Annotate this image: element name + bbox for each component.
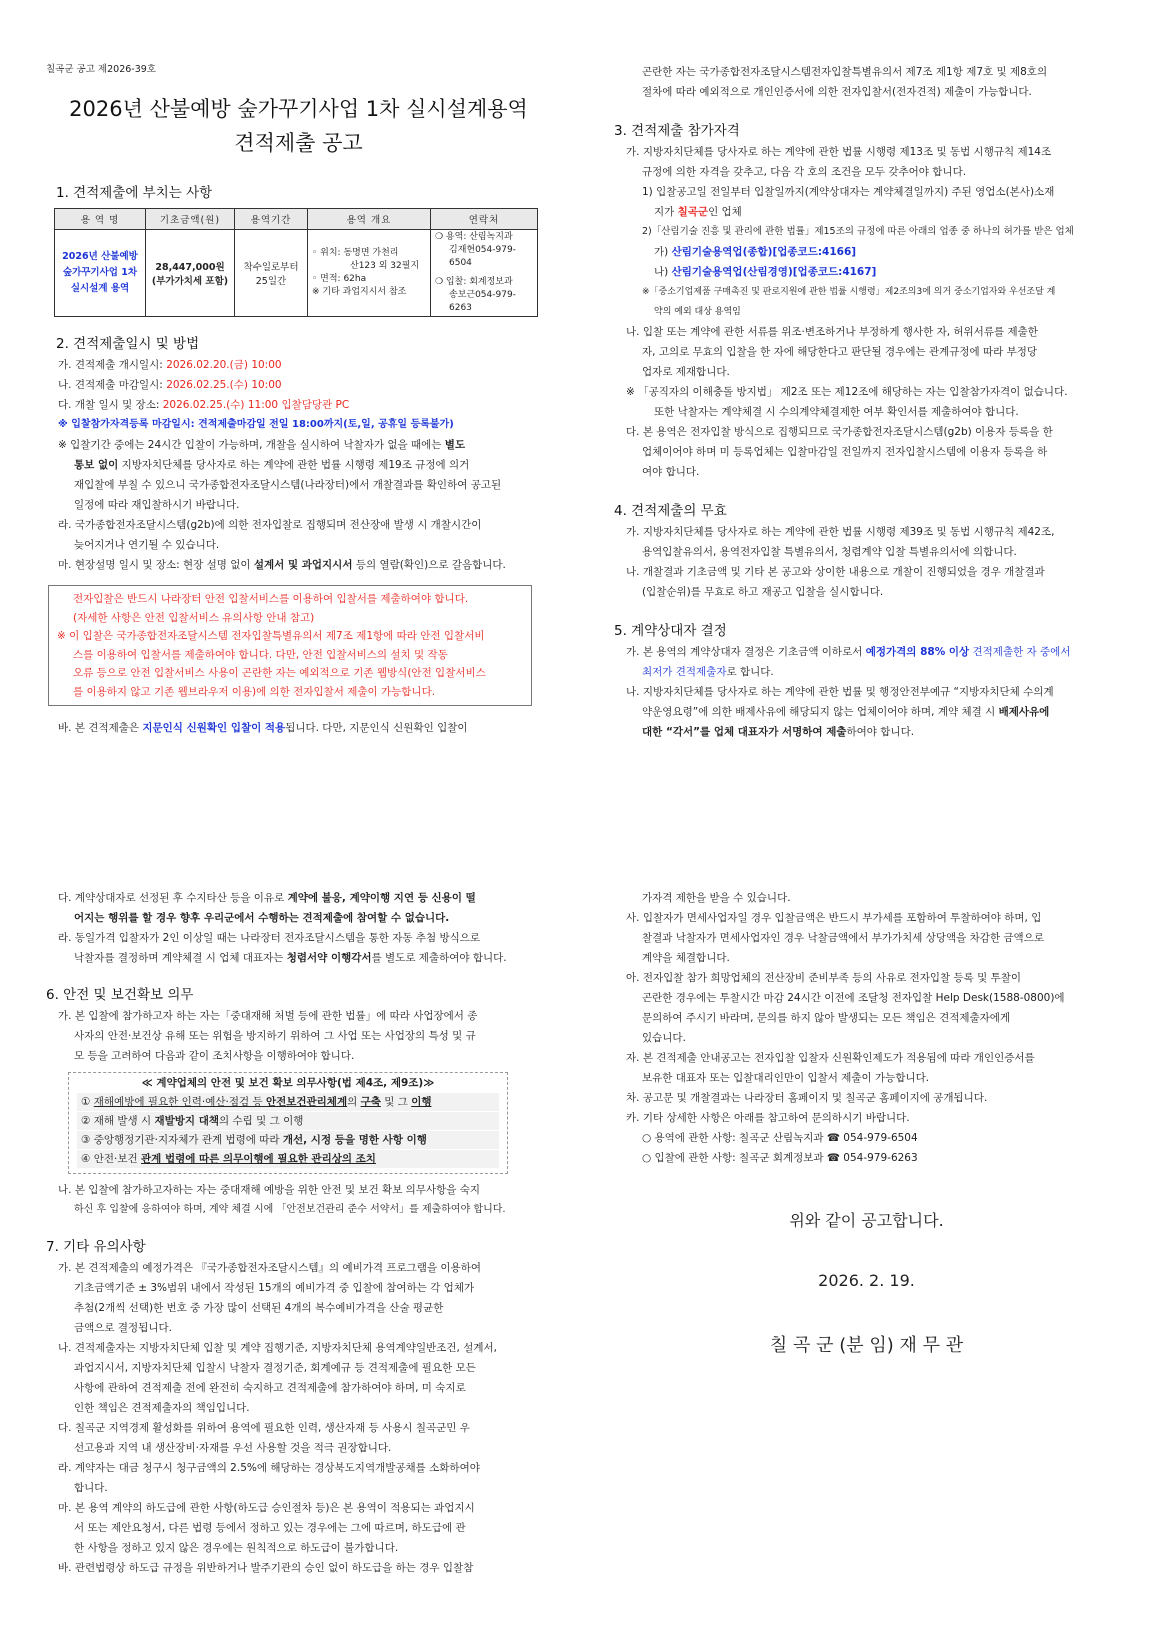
misc-text: 추첨(2개씩 선택)한 번호 중 가장 많이 선택된 4개의 복수예비가격을 산술 평균한	[74, 1302, 444, 1314]
vat-note: (부가가치세 포함)	[151, 276, 229, 287]
registration-deadline: ※ 입찰참가자격등록 마감일시: 견적제출마감일 전일 18:00까지(토,일, 공휴일 등록불가)	[58, 419, 454, 430]
column-bottom-left	[46, 888, 551, 1578]
registration-text: 다. 본 용역은 전자입찰 방식으로 집행되므로 국가종합전자조달시스템(g2b) 이용자 등록을 한	[626, 426, 1053, 438]
duty-item: ③ 중앙행정기관·지자체가 관계 법령에 따라 개선, 시정 등을 명한 사항 이행	[77, 1131, 499, 1149]
invalid-text: (입찰순위)를 무효로 하고 재공고 입찰을 실시합니다.	[642, 586, 884, 598]
invalid-text: 가. 지방자치단체를 당사자로 하는 계약에 관한 법률 시행령 제39조 및 동법 시행규칙 제42조,	[626, 526, 1055, 538]
contact-service-person: 김재현054-979-6504	[449, 245, 516, 268]
tie-text: 라. 동일가격 입찰자가 2인 이상일 때는 나라장터 전자조달시스템을 통한 자동 추첨 방식으로	[58, 932, 481, 944]
notice-line: 스를 이용하여 입찰서를 제출하여야 합니다. 다만, 안전 입찰서비스의 설치 및 작동	[73, 648, 448, 661]
safety-text: 가. 본 입찰에 참가하고자 하는 자는「중대재해 처벌 등에 관한 법률」에 따라 사업장에서 종	[58, 1010, 478, 1022]
notice-line: 오류 등으로 안전 입찰서비스 사용이 곤란한 자는 예외적으로 기존 웹방식(안전 입찰서비스	[73, 667, 486, 679]
registration-text: 여야 합니다.	[642, 466, 700, 478]
award-text: 대한 “각서”를 업체 대표자가 서명하여 제출하여야 합니다.	[642, 726, 915, 738]
misc-text: 곤란한 경우에는 투찰시간 마감 24시간 이전에 조달청 전자입찰 Help Desk(1588-0800)에	[642, 992, 1065, 1004]
overview-note: ※ 기타 과업지시서 참조	[312, 287, 407, 297]
base-amount: 28,447,000원	[155, 262, 225, 273]
registration-text: 업체이어야 하며 미 등록업체는 입찰마감일 전일까지 전자입찰시스템에 이용자 등록을 하	[642, 446, 1048, 458]
safety-text: 모 등을 고려하여 다음과 같이 조치사항을 이행하여야 합니다.	[74, 1050, 355, 1062]
section-6-heading: 6. 안전 및 보건확보 의무	[46, 987, 194, 1003]
misc-text: 있습니다.	[642, 1032, 686, 1044]
safety-text: 하신 후 입찰에 응하여야 하며, 계약 체결 시에 「안전보건관리 준수 서약서」를 제출하여야 합니다.	[74, 1204, 506, 1215]
misc-text: 계약을 체결합니다.	[642, 952, 730, 964]
credit-text: 어지는 행위를 할 경우 향후 우리군에서 수행하는 견적제출에 참여할 수 없습니다.	[74, 912, 450, 924]
project-name-cell	[55, 230, 146, 317]
notice-line: 를 이용하지 않고 기존 웹브라우저 이용)에 의한 전자입찰서 제출이 가능합니다.	[73, 685, 436, 698]
contact-bid-person: 송보근054-979-6263	[449, 290, 516, 313]
safe-bid-notice-box	[48, 585, 532, 706]
misc-text: 마. 본 용역 계약의 하도급에 관한 사항(하도급 승인절차 등)은 본 용역이 적용되는 과업지시	[58, 1502, 475, 1514]
announcement-date: 2026. 2. 19.	[818, 1271, 915, 1290]
section-3-heading: 3. 견적제출 참가자격	[614, 123, 740, 139]
overview-parcel: 산123 외 32필지	[350, 261, 420, 271]
open-datetime: 가. 견적제출 개시일시: 2026.02.20.(금) 10:00	[58, 359, 282, 371]
opening-datetime: 다. 개찰 일시 및 장소: 2026.02.25.(수) 11:00 입찰담당관 PC	[58, 399, 350, 411]
contact-service: ❍ 용역: 산림녹지과	[435, 232, 513, 242]
section-5-heading: 5. 계약상대자 결정	[614, 623, 727, 639]
eligibility-text: 가. 지방자치단체를 당사자로 하는 계약에 관한 법률 시행령 제13조 및 동법 시행규칙 제14조	[626, 146, 1052, 158]
column-top-left	[46, 60, 551, 738]
conflict-note: ※ 「공직자의 이해충돌 방지법」 제2조 또는 제12조에 해당하는 자는 입찰참가자격이 없습니다.	[626, 386, 1068, 398]
table-header: 용 역 명	[55, 209, 146, 230]
close-datetime: 나. 견적제출 마감일시: 2026.02.25.(수) 10:00	[58, 379, 282, 391]
misc-text: 가자격 제한을 받을 수 있습니다.	[642, 892, 791, 904]
section-7-heading: 7. 기타 유의사항	[46, 1239, 146, 1255]
misc-text: 다. 칠곡군 지역경제 활성화를 위하여 용역에 필요한 인력, 생산자재 등 사용시 칠곡군민 우	[58, 1422, 470, 1434]
rebid-note: ※ 입찰기간 중에는 24시간 입찰이 가능하며, 개찰을 실시하여 낙찰자가 없을 때에는 별도	[58, 439, 466, 451]
project-name: 2026년 산불예방 숲가꾸기사업 1차 실시설계 용역	[62, 251, 138, 294]
service-period: 착수일로부터 25일간	[243, 262, 299, 287]
closing-statement: 위와 같이 공고합니다.	[789, 1211, 944, 1230]
misc-text: 과업지시서, 지방자치단체 입찰시 낙찰자 결정기준, 회계예규 등 견적제출에 필요한 모든	[74, 1362, 476, 1374]
contact-bid: ❍ 입찰: 회계정보과	[435, 277, 513, 287]
g2b-note: 늦어지거나 연기될 수 있습니다.	[74, 539, 220, 551]
credit-text: 다. 계약상대자로 선정된 후 수지타산 등을 이유로 계약에 불응, 계약이행 지연 등 신용이 떨	[58, 892, 476, 904]
license-code: 나) 산림기술용역업(산림경영)[업종코드:4167]	[654, 266, 877, 278]
g2b-note: 라. 국가종합전자조달시스템(g2b)에 의한 전자입찰로 집행되며 전산장애 발생 시 개찰시간이	[58, 519, 482, 531]
misc-text: 금액으로 결정됩니다.	[74, 1322, 172, 1334]
sanction-text: 업자로 제재합니다.	[642, 366, 730, 378]
conflict-note: 또한 낙찰자는 계약체결 시 수의계약체결제한 여부 확인서를 제출하여야 합니다.	[654, 406, 1019, 418]
table-header: 용역기간	[235, 209, 308, 230]
misc-text: 라. 계약자는 대금 청구시 청구금액의 2.5%에 해당하는 경상북도지역개발공채를 소화하여야	[58, 1462, 480, 1474]
eligibility-item: 2)「산림기술 진흥 및 관리에 관한 법률」제15조의 규정에 따른 아래의 업종 중 하나의 허가를 받은 업체	[642, 226, 1074, 237]
section-1-heading: 1. 견적제출에 부치는 사항	[56, 185, 213, 201]
sanction-text: 자, 고의로 무효의 입찰을 한 자에 해당한다고 판단될 경우에는 관계규정에 따라 부정당	[642, 346, 1038, 358]
misc-text: 찰결과 낙찰자가 면세사업자인 경우 낙찰금액에서 부가가치세 상당액을 차감한 금액으로	[642, 932, 1044, 944]
safety-text: 나. 본 입찰에 참가하고자하는 자는 중대재해 예방을 위한 안전 및 보건 확보 의무사항을 숙지	[58, 1184, 481, 1196]
misc-text: 선고용과 지역 내 생산장비·자재를 우선 사용할 것을 적극 권장합니다.	[74, 1442, 392, 1454]
misc-text: 차. 공고문 및 개찰결과는 나라장터 홈페이지 및 칠곡군 홈페이지에 공개됩니다.	[626, 1092, 988, 1104]
overview-cell	[308, 230, 431, 317]
overview-area: ◦ 면적: 62ha	[312, 274, 367, 284]
amount-cell	[146, 230, 235, 317]
contact-cell	[431, 230, 538, 317]
misc-text: 합니다.	[74, 1482, 108, 1494]
period-cell	[235, 230, 308, 317]
fingerprint-note-cont: 절차에 따라 예외적으로 개인인증서에 의한 전자입찰서(전자견적) 제출이 가능합니다.	[642, 86, 1032, 98]
column-bottom-right	[614, 888, 1119, 1360]
duty-item: ② 재해 발생 시 재발방지 대책의 수립 및 그 이행	[77, 1112, 499, 1130]
invalid-text: 용역입찰유의서, 용역전자입찰 특별유의서, 청렴계약 입찰 특별유의서에 의합니다.	[642, 546, 1017, 558]
duty-box-title: ≪ 계약업체의 안전 및 보건 확보 의무사항(법 제4조, 제9조)≫	[141, 1077, 435, 1089]
table-header-row	[55, 209, 538, 230]
misc-text: 가. 본 견적제출의 예정가격은 『국가종합전자조달시스템』의 예비가격 프로그램을 이용하여	[58, 1262, 481, 1274]
page-subtitle: 견적제출 공고	[234, 131, 363, 155]
notice-line: 전자입찰은 반드시 나라장터 안전 입찰서비스를 이용하여 입찰서를 제출하여야 합니다.	[73, 593, 469, 605]
misc-text: 카. 기타 상세한 사항은 아래를 참고하여 문의하시기 바랍니다.	[626, 1112, 910, 1124]
sme-note: 약의 예외 대상 용역임	[654, 307, 741, 317]
section-4-heading: 4. 견적제출의 무효	[614, 503, 727, 519]
bid-summary-table	[54, 208, 538, 317]
notice-line: ※ 이 입찰은 국가종합전자조달시스템 전자입찰특별유의서 제7조 제1항에 따라 안전 입찰서비	[57, 630, 485, 642]
contact-service-line: ○ 용역에 관한 사항: 칠곡군 산림녹지과 ☎ 054-979-6504	[642, 1132, 918, 1144]
misc-text: 서 또는 제안요청서, 다른 법령 등에서 정하고 있는 경우에는 그에 따르며, 하도급에 관	[74, 1522, 466, 1534]
section-2-heading: 2. 견적제출일시 및 방법	[56, 336, 200, 352]
fingerprint-note: 바. 본 견적제출은 지문인식 신원확인 입찰이 적용됩니다. 다만, 지문인식 신원확인 입찰이	[58, 722, 468, 734]
award-text: 나. 지방자치단체를 당사자로 하는 계약에 관한 법률 및 행정안전부예규 “지방자치단체 수의계	[626, 686, 1054, 698]
misc-text: 사항에 관하여 견적제출 전에 완전히 숙지하고 견적제출에 참가하여야 하며, 미 숙지로	[74, 1382, 466, 1394]
eligibility-text: 규정에 의한 자격을 갖추고, 다음 각 호의 조건을 모두 갖추어야 합니다.	[642, 166, 967, 178]
award-text: 최저가 견적제출자로 합니다.	[642, 666, 774, 678]
award-text: 약운영요령”에 의한 배제사유에 해당되지 않는 업체이어야 하며, 계약 체결 시 배제사유에	[642, 706, 1050, 718]
tie-text: 낙찰자를 결정하며 계약체결 시 업체 대표자는 청렴서약 이행각서를 별도로 제출하여야 합니다.	[74, 952, 507, 964]
misc-text: 아. 전자입찰 참가 희망업체의 전산장비 준비부족 등의 사유로 전자입찰 등록 및 투찰이	[626, 972, 1022, 984]
site-briefing-note: 마. 현장설명 일시 및 장소: 현장 설명 없이 설계서 및 과업지시서 등의 열람(확인)으로 갈음합니다.	[58, 559, 506, 571]
fingerprint-note-cont: 곤란한 자는 국가종합전자조달시스템전자입찰특별유의서 제7조 제1항 제7호 및 제8호의	[642, 66, 1048, 78]
sanction-text: 나. 입찰 또는 계약에 관한 서류를 위조·변조하거나 부정하게 행사한 자, 허위서류를 제출한	[626, 326, 1038, 338]
notice-number: 칠곡군 공고 제2026-39호	[46, 64, 156, 75]
rebid-note: 재입찰에 부칠 수 있으니 국가종합전자조달시스템(나라장터)에서 개찰결과를 확인하여 공고된	[74, 479, 502, 491]
safety-duty-box	[68, 1072, 508, 1174]
misc-text: 문의하여 주시기 바라며, 문의를 하지 않아 발생되는 모든 책임은 견적제출자에게	[642, 1012, 1011, 1024]
contact-bid-line: ○ 입찰에 관한 사항: 칠곡군 회계정보과 ☎ 054-979-6263	[642, 1152, 918, 1164]
misc-text: 기초금액기준 ± 3%범위 내에서 작성된 15개의 예비가격 중 입찰에 참여하는 각 업체가	[74, 1282, 475, 1294]
invalid-text: 나. 개찰결과 기초금액 및 기타 본 공고와 상이한 내용으로 개찰이 진행되었을 경우 개찰결과	[626, 566, 1045, 578]
sme-note: ※「중소기업제품 구매촉진 및 판로지원에 관한 법률 시행령」제2조의3에 의거 중소기업자와 우선조달 계	[642, 287, 1056, 297]
duty-item: ④ 안전·보건 관계 법령에 따른 의무이행에 필요한 관리상의 조치	[77, 1150, 499, 1168]
eligibility-item: 지가 칠곡군인 업체	[654, 206, 742, 218]
misc-text: 사. 입찰자가 면세사업자일 경우 입찰금액은 반드시 부가세를 포함하여 투찰하여야 하며, 입	[626, 912, 1042, 924]
misc-text: 한 사항을 정하고 있지 않은 경우에는 원칙적으로 하도급이 불가합니다.	[74, 1542, 399, 1554]
misc-text: 보유한 대표자 또는 입찰대리인만이 입찰서 제출이 가능합니다.	[642, 1072, 930, 1084]
rebid-note: 통보 없이 지방자치단체를 당사자로 하는 계약에 관한 법률 시행령 제19조 규정에 의거	[74, 459, 470, 471]
issuer-signature: 칠 곡 군 (분 임) 재 무 관	[769, 1335, 964, 1356]
misc-text: 인한 책임은 견적제출자의 책임입니다.	[74, 1402, 250, 1414]
table-header: 용역 개요	[308, 209, 431, 230]
table-row	[55, 230, 538, 317]
table-header: 기초금액(원)	[146, 209, 235, 230]
misc-text: 바. 관련법령상 하도급 규정을 위반하거나 발주기관의 승인 없이 하도급을 하는 경우 입찰참	[58, 1562, 474, 1574]
safety-text: 사자의 안전·보건상 유해 또는 위험을 방지하기 위하여 그 사업 또는 사업장의 특성 및 규	[74, 1030, 476, 1042]
award-text: 가. 본 용역의 계약상대자 결정은 기초금액 이하로서 예정가격의 88% 이상 견적제출한 자 중에서	[626, 646, 1071, 658]
duty-item: ① 재해예방에 필요한 인력·예산·점검 등 안전보건관리체계의 구축 및 그 이행	[77, 1093, 499, 1111]
overview-location: ◦ 위치: 동명면 가천리	[312, 248, 399, 258]
table-header: 연락처	[431, 209, 538, 230]
rebid-note: 일정에 따라 재입찰하시기 바랍니다.	[74, 499, 240, 511]
page-title: 2026년 산불예방 숲가꾸기사업 1차 실시설계용역	[69, 97, 528, 121]
eligibility-item: 1) 입찰공고일 전일부터 입찰일까지(계약상대자는 계약체결일까지) 주된 영업소(본사)소재	[642, 186, 1055, 198]
misc-text: 자. 본 견적제출 안내공고는 전자입찰 입찰자 신원확인제도가 적용됨에 따라 개인인증서를	[626, 1052, 1035, 1064]
notice-line: (자세한 사항은 안전 입찰서비스 유의사항 안내 참고)	[73, 611, 315, 624]
license-code: 가) 산림기술용역업(종합)[업종코드:4166]	[654, 246, 857, 258]
misc-text: 나. 견적제출자는 지방자치단체 입찰 및 계약 집행기준, 지방자치단체 용역계약일반조건, 설계서,	[58, 1342, 497, 1354]
column-top-right	[614, 62, 1119, 742]
